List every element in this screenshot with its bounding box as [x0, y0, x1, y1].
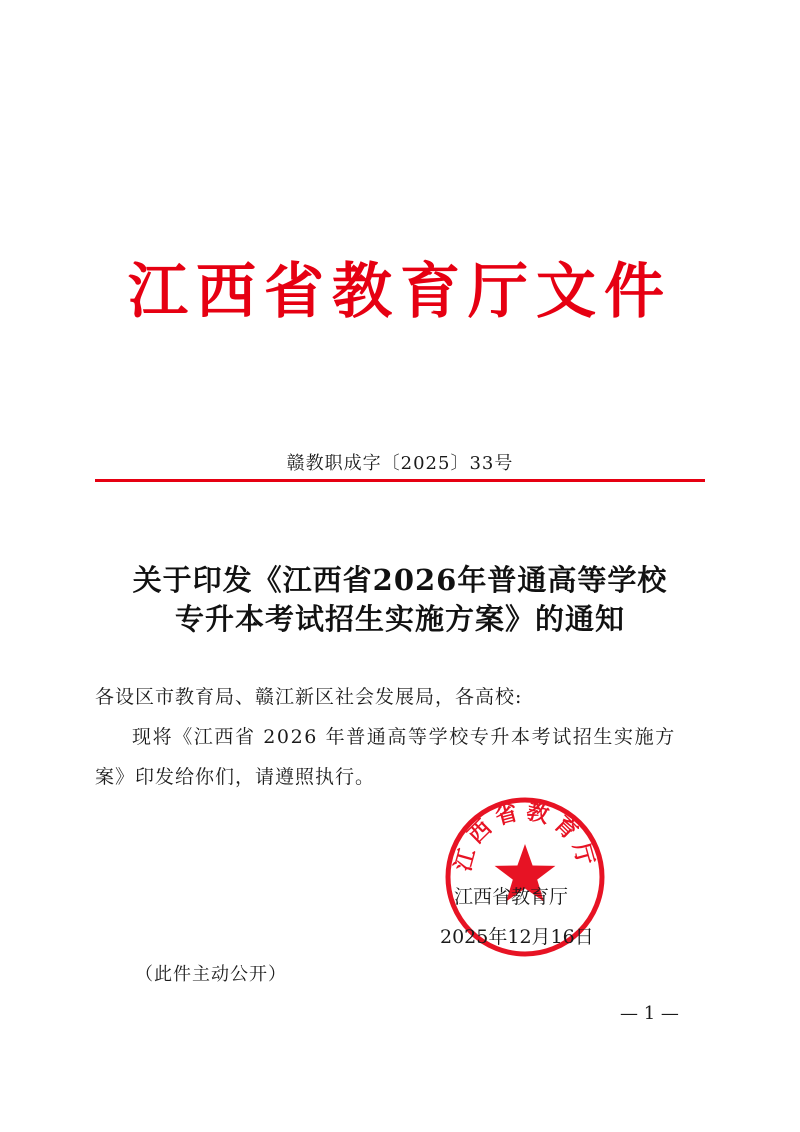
notice-title-line-1: 关于印发《江西省2026年普通高等学校: [132, 563, 668, 597]
page-number: — 1 —: [620, 1003, 679, 1024]
document-number: 赣教职成字〔2025〕33号: [286, 453, 514, 474]
disclosure-note: （此件主动公开）: [135, 964, 287, 985]
body-paragraph-line-2: 案》印发给你们，请遵照执行。: [95, 766, 376, 788]
addressee-line: 各设区市教育局、赣江新区社会发展局，各高校:: [95, 686, 523, 708]
red-divider-line: [95, 479, 705, 482]
seal-text: 江西省教育厅: [449, 798, 601, 874]
document-header-title: 江西省教育厅文件: [128, 257, 672, 327]
notice-title-line-2: 专升本考试招生实施方案》的通知: [174, 602, 625, 636]
signature-date: 2025年12月16日: [440, 926, 594, 948]
signature-organization: 江西省教育厅: [454, 886, 569, 908]
body-paragraph-line-1: 现将《江西省 2026 年普通高等学校专升本考试招生实施方: [132, 726, 676, 748]
